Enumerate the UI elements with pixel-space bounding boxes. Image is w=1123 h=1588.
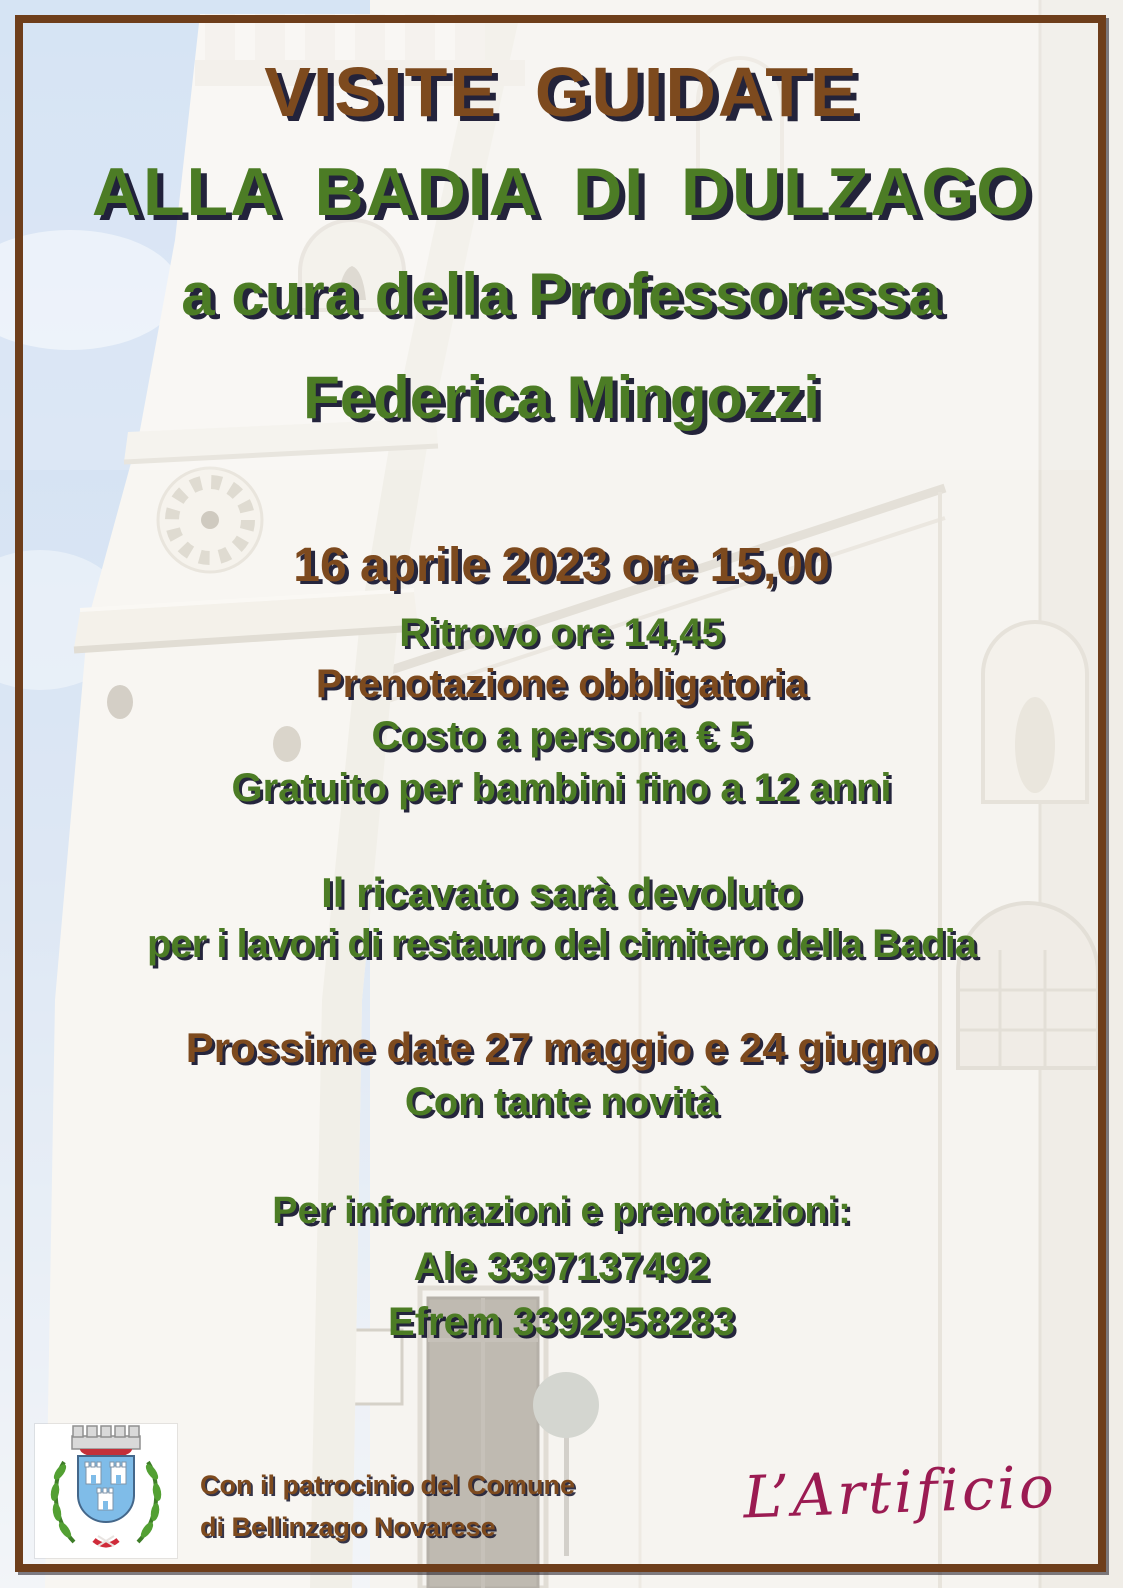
children-free: Gratuito per bambini fino a 12 anni bbox=[231, 766, 892, 810]
contact-phone-1: Ale 3397137492 bbox=[413, 1245, 710, 1289]
title-line-2: ALLA BADIA DI DULZAGO bbox=[91, 154, 1032, 230]
price-per-person: Costo a persona € 5 bbox=[371, 714, 752, 758]
patronage-text bbox=[200, 1464, 575, 1548]
bellinzago-coat-of-arms bbox=[35, 1424, 177, 1558]
curator-line-1: a cura della Professoressa bbox=[181, 261, 942, 328]
proceeds-line-2: per i lavori di restauro del cimitero della Badia bbox=[146, 922, 977, 966]
coat-of-arms-icon bbox=[35, 1424, 177, 1558]
proceeds-line-1: Il ricavato sarà devoluto bbox=[321, 869, 802, 916]
patronage-line-2: di Bellinzago Novarese bbox=[200, 1512, 496, 1542]
contact-heading: Per informazioni e prenotazioni: bbox=[272, 1190, 851, 1232]
news-tagline: Con tante novità bbox=[404, 1080, 719, 1124]
shield-icon bbox=[78, 1456, 134, 1522]
contact-phone-2: Efrem 3392958283 bbox=[388, 1300, 735, 1344]
next-dates: Prossime date 27 maggio e 24 giugno bbox=[185, 1024, 938, 1071]
event-datetime: 16 aprile 2023 ore 15,00 bbox=[293, 539, 830, 592]
title-line-1: VISITE GUIDATE bbox=[264, 53, 859, 131]
artificio-logo: L’Artificio bbox=[742, 1452, 1058, 1532]
curator-line-2: Federica Mingozzi bbox=[303, 364, 820, 431]
booking-required: Prenotazione obbligatoria bbox=[315, 662, 808, 706]
meeting-time: Ritrovo ore 14,45 bbox=[399, 611, 724, 655]
patronage-line-1: Con il patrocinio del Comune bbox=[200, 1470, 576, 1500]
